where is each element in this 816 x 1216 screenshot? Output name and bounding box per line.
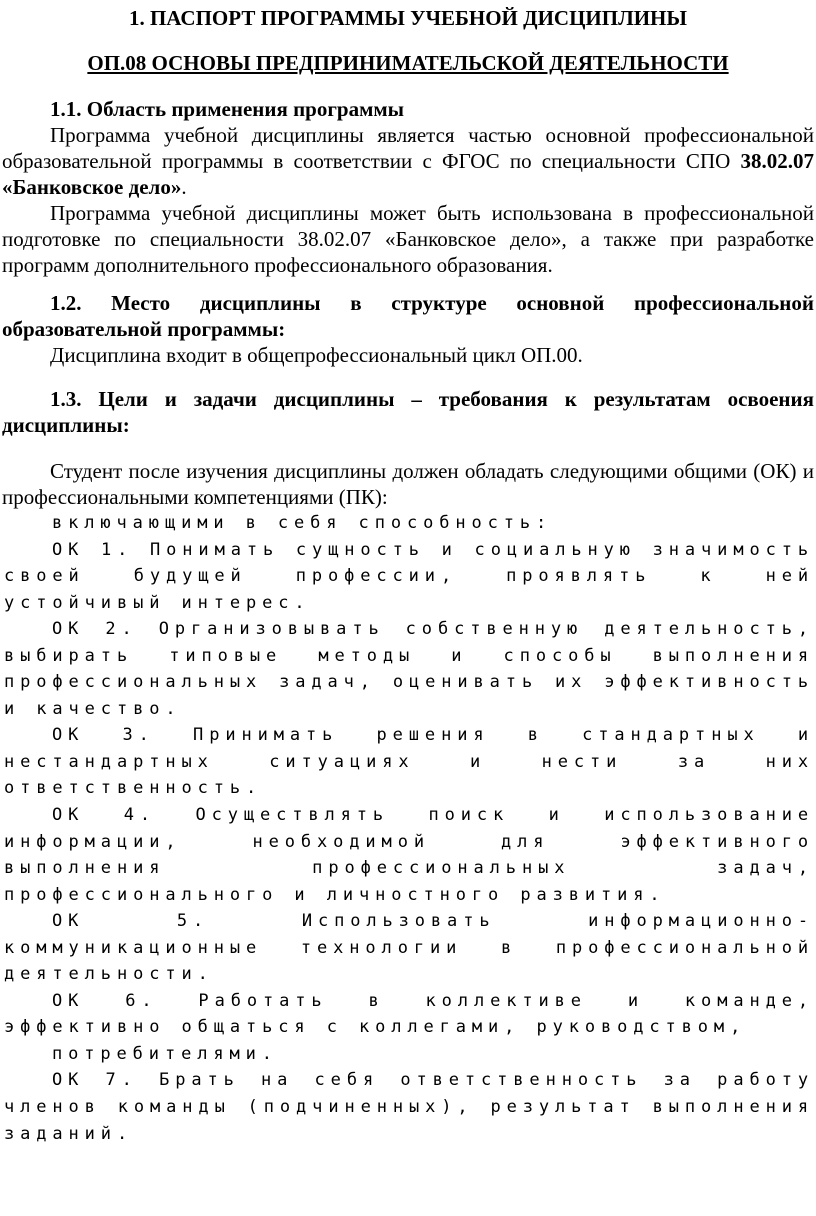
competency-ok2: ОК 2. Организовывать собственную деятельность, выбирать типовые методы и способы выполнения профессиональных задач, оценивать их эффективность и качество. <box>4 619 814 719</box>
section-1-1-heading: 1.1. Область применения программы <box>50 97 405 121</box>
section-1-2 <box>2 290 814 368</box>
competency-ok6-continuation: потребителями. <box>52 1043 278 1064</box>
section-1-3-heading: 1.3. Цели и задачи дисциплины – требования к результатам освоения дисциплины: <box>2 387 814 437</box>
competency-ok3: ОК 3. Принимать решения в стандартных и нестандартных ситуациях и нести за них ответственность. <box>4 725 814 799</box>
competency-ok4: ОК 4. Осуществлять поиск и использование информации, необходимой для эффективного выполнения профессиональных задач, профессионального и личностного развития. <box>4 805 814 905</box>
section-1-1-paragraph-2: Программа учебной дисциплины может быть использована в профессиональной подготовке по специальности 38.02.07 «Банковское дело», а также при разработке программ дополнительного профессионального образования. <box>2 201 814 277</box>
competency-ok6: ОК 6. Работать в коллективе и команде, эффективно общаться с коллегами, руководством, <box>4 990 814 1038</box>
document-subtitle: ОП.08 ОСНОВЫ ПРЕДПРИНИМАТЕЛЬСКОЙ ДЕЯТЕЛЬНОСТИ <box>87 51 729 75</box>
competency-list <box>4 510 814 1147</box>
section-1-2-heading: 1.2. Место дисциплины в структуре основной профессиональной образовательной программы: <box>2 291 814 341</box>
section-1-3 <box>2 386 814 438</box>
competency-ok1: ОК 1. Понимать сущность и социальную значимость своей будущей профессии, проявлять к ней устойчивый интерес. <box>4 539 814 613</box>
section-1-1 <box>2 96 814 278</box>
competency-ok7: ОК 7. Брать на себя ответственность за работу членов команды (подчиненных), результат выполнения заданий. <box>4 1070 814 1144</box>
section-1-1-paragraph-1: Программа учебной дисциплины является частью основной профессиональной образовательной программы в соответствии с ФГОС по специальности СПО 38.02.07 «Банковское дело». <box>2 123 814 199</box>
competency-lead: включающими в себя способность: <box>52 513 553 533</box>
document-title: 1. ПАСПОРТ ПРОГРАММЫ УЧЕБНОЙ ДИСЦИПЛИНЫ <box>128 6 688 30</box>
specialty-code: 38.02.07 «Банковское дело» <box>2 149 814 199</box>
competency-ok5: ОК 5. Использовать информационно-коммуникационные технологии в профессиональной деятельности. <box>4 911 814 985</box>
section-1-2-paragraph: Дисциплина входит в общепрофессиональный цикл ОП.00. <box>50 343 583 367</box>
section-1-3-intro: Студент после изучения дисциплины должен обладать следующими общими (ОК) и профессиональными компетенциями (ПК): <box>2 459 814 509</box>
